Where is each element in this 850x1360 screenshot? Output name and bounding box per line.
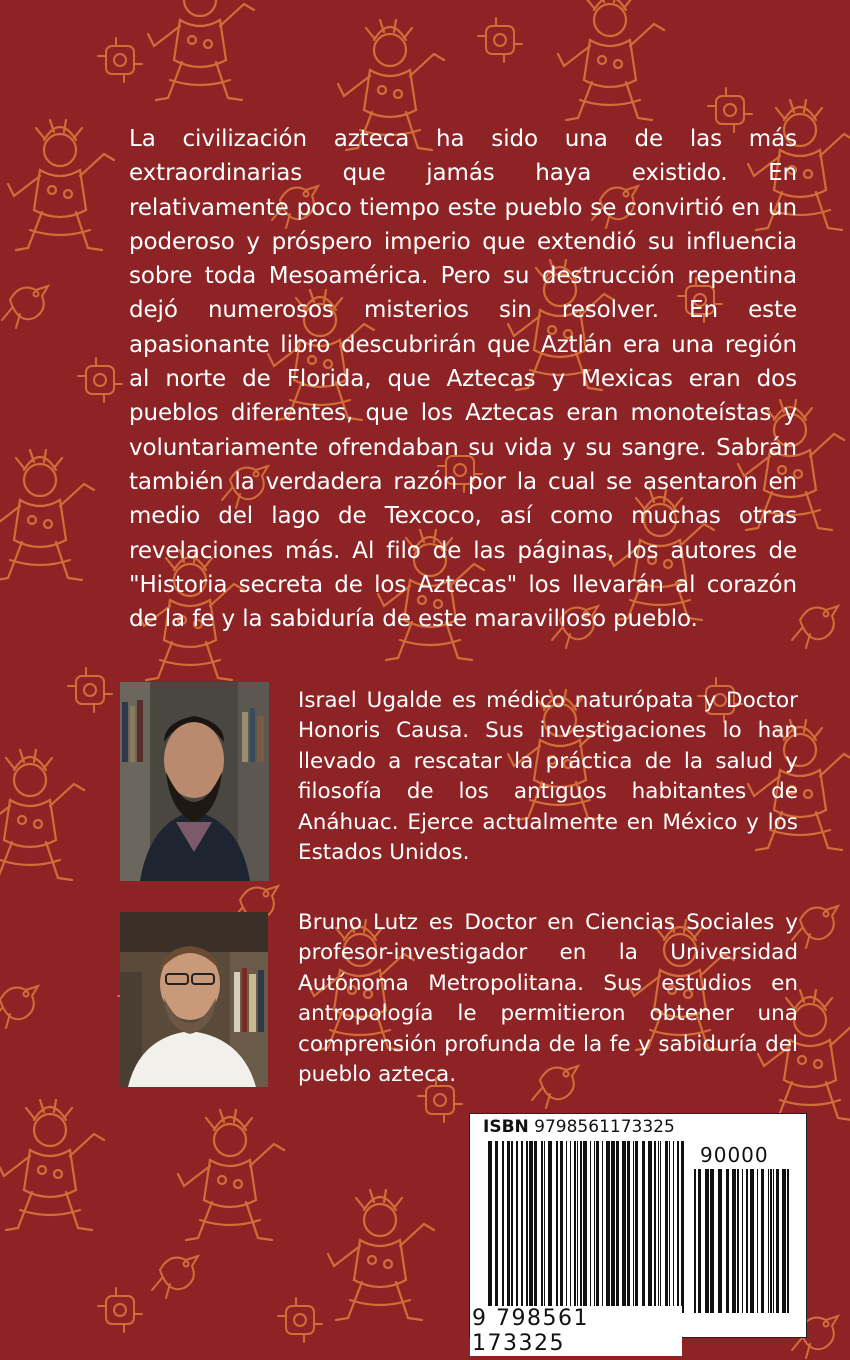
barcode-bar <box>718 1169 722 1313</box>
barcode-bar <box>596 1141 599 1313</box>
barcode-bar <box>556 1141 558 1313</box>
barcode-bar <box>658 1141 659 1313</box>
barcode-bar <box>560 1141 563 1313</box>
barcode-bar <box>787 1169 789 1313</box>
barcode-bar <box>773 1169 774 1313</box>
barcode-bar <box>648 1141 652 1313</box>
barcode-bar <box>622 1141 626 1313</box>
barcode-bar <box>594 1141 595 1313</box>
barcode-bar <box>726 1169 729 1313</box>
barcode-bar <box>710 1169 714 1313</box>
isbn-number: 9798561173325 <box>534 1117 675 1137</box>
barcode-bar <box>583 1141 587 1313</box>
barcode-bar <box>705 1169 709 1313</box>
barcode-bar <box>627 1141 630 1313</box>
author-photo-israel-ugalde <box>120 682 269 881</box>
barcode-bar <box>770 1169 772 1313</box>
barcode-bar <box>577 1141 578 1313</box>
barcode-bar <box>534 1141 537 1313</box>
barcode-bar <box>642 1141 645 1313</box>
barcode-bar <box>768 1169 769 1313</box>
barcode-bar <box>677 1141 679 1313</box>
barcode-bar <box>776 1169 779 1313</box>
isbn-barcode <box>469 1113 807 1356</box>
barcode-bar <box>742 1169 743 1313</box>
barcode-bar <box>502 1141 504 1313</box>
barcode-bar <box>665 1141 668 1313</box>
barcode-bar <box>511 1141 513 1313</box>
barcode-bar <box>732 1169 736 1313</box>
isbn-prefix: ISBN <box>483 1117 529 1137</box>
barcode-bar <box>698 1169 701 1313</box>
barcode-human-readable: 9 798561 173325 <box>470 1306 682 1356</box>
barcode-bar <box>633 1141 634 1313</box>
barcode-bar <box>544 1141 545 1313</box>
barcode-bar <box>516 1141 518 1313</box>
barcode-bar <box>746 1169 748 1313</box>
barcode-bar <box>669 1141 670 1313</box>
barcode-bar <box>495 1141 498 1313</box>
barcode-bar <box>750 1169 754 1313</box>
barcode-bar <box>574 1141 576 1313</box>
barcode-bar <box>548 1141 552 1313</box>
isbn-label <box>483 1117 675 1137</box>
barcode-bar <box>660 1141 661 1313</box>
barcode-bar <box>488 1141 492 1313</box>
barcode-bar <box>681 1141 684 1313</box>
barcode-bar <box>507 1141 510 1313</box>
barcode-bar <box>673 1141 674 1313</box>
barcode-bar <box>590 1141 591 1313</box>
barcode-bar <box>521 1141 523 1313</box>
barcode-bar <box>616 1141 619 1313</box>
barcode-addon-number: 90000 <box>700 1143 769 1167</box>
barcode-bar <box>526 1141 528 1313</box>
barcode-bar <box>570 1141 571 1313</box>
barcode-bar <box>757 1169 758 1313</box>
barcode-bar <box>694 1169 696 1313</box>
barcode-bar <box>529 1141 533 1313</box>
barcode-bar <box>580 1141 582 1313</box>
barcode-bar <box>611 1141 615 1313</box>
author-bio-bruno-lutz: Bruno Lutz es Doctor en Ciencias Sociales y profesor-investigador en la Universidad Autónoma Metropolitana. Sus estudios en antropología le permitieron obtener una comprensión profunda de la fe y sabiduría del pueblo azteca. <box>298 910 798 1088</box>
barcode-bar <box>541 1141 543 1313</box>
book-description: La civilización azteca ha sido una de las más extraordinarias que jamás haya existido. En relativamente poco tiempo este pueblo se convirtió en un poderoso y próspero imperio que extendió su influencia sobre toda Mesoamérica. Pero su destrucción repentina dejó numerosos misterios sin resolver. En este apasionante libro descubrirán que Aztlán era una región al norte de Florida, que Aztecas y Mexicas eran dos pueblos diferentes, que los Aztecas eran monoteístas y voluntariamente ofrendaban su vida y su sangre. Sabrán también la verdadera razón por la cual se asentaron en medio del lago de Texcoco, así como muchas otras revelaciones más. Al filo de las páginas, los autores de "Historia secreta de los Aztecas" los llevarán al corazón de la fe y la sabiduría de este maravilloso pueblo. <box>129 126 797 633</box>
barcode-bar <box>761 1169 764 1313</box>
author-bio-israel-ugalde: Israel Ugalde es médico naturópata y Doctor Honoris Causa. Sus investigaciones lo han llevado a rescatar la práctica de la salud y filosofía de los antiguos habitantes de Anáhuac. Ejerce actualmente en México y los Estados Unidos. <box>298 688 798 866</box>
barcode-bar <box>635 1141 638 1313</box>
barcode-addon-bars <box>694 1169 790 1313</box>
barcode-bar <box>782 1169 786 1313</box>
barcode-bar <box>606 1141 610 1313</box>
barcode-bars <box>488 1141 684 1313</box>
barcode-bar <box>654 1141 656 1313</box>
author-photo-bruno-lutz <box>120 912 268 1087</box>
barcode-bar <box>737 1169 739 1313</box>
barcode-bar <box>602 1141 603 1313</box>
barcode-bar <box>566 1141 567 1313</box>
